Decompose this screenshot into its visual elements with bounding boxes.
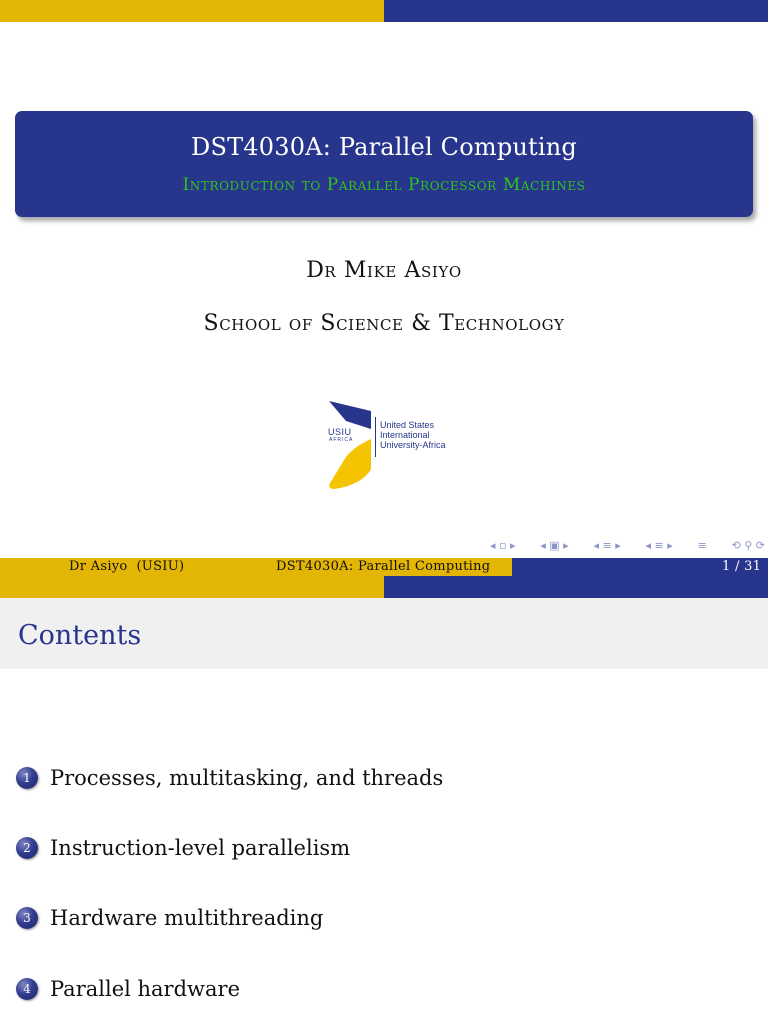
footer-blue-bottom <box>384 576 768 598</box>
nav-subsection-icon[interactable]: ◂ ≡ ▸ <box>593 538 621 552</box>
toc-item-label: Parallel hardware <box>50 977 241 1001</box>
school-name: School of Science & Technology <box>203 311 565 336</box>
logo-divider <box>375 417 376 457</box>
footer-page-number: 1 / 31 <box>722 559 762 574</box>
toc-number-badge: 2 <box>16 837 38 859</box>
nav-search-icon[interactable]: ⟲ ⚲ ⟳ <box>731 538 765 552</box>
navigation-symbols <box>490 537 765 553</box>
logo-name-1: United States <box>380 420 435 430</box>
footer-bar <box>0 558 768 598</box>
logo-region: AFRICA <box>329 437 354 443</box>
toc-item[interactable] <box>16 903 323 933</box>
contents-header <box>0 598 768 669</box>
header-bar-right <box>384 0 768 22</box>
author-name: Dr Mike Asiyo <box>306 258 462 283</box>
toc-number-badge: 4 <box>16 978 38 1000</box>
logo-name-3: University-Africa <box>380 440 446 450</box>
nav-frame-icon[interactable]: ◂ ▣ ▸ <box>540 538 569 552</box>
nav-section-icon[interactable]: ◂ ≡ ▸ <box>645 538 673 552</box>
header-bar-left <box>0 0 384 22</box>
toc-item-label: Instruction-level parallelism <box>50 836 351 860</box>
toc-item-label: Processes, multitasking, and threads <box>50 766 444 790</box>
toc-item[interactable] <box>16 974 240 1004</box>
toc-item[interactable] <box>16 833 350 863</box>
usiu-logo-mark <box>326 399 374 491</box>
nav-align-icon[interactable]: ≡ <box>697 538 707 552</box>
toc-item-label: Hardware multithreading <box>50 906 324 930</box>
title-box <box>15 111 753 217</box>
footer-author: Dr Asiyo (USIU) <box>69 559 185 574</box>
logo-acronym: USIU <box>328 427 352 437</box>
toc-item[interactable] <box>16 763 443 793</box>
footer-short-title: DST4030A: Parallel Computing <box>276 559 491 574</box>
toc-number-badge: 3 <box>16 907 38 929</box>
usiu-logo <box>326 399 451 491</box>
toc-number-badge: 1 <box>16 767 38 789</box>
slide-subtitle: Introduction to Parallel Processor Machines <box>182 175 586 195</box>
slide-title: DST4030A: Parallel Computing <box>191 133 577 161</box>
nav-prev-icon[interactable]: ◂ ▫ ▸ <box>490 538 516 552</box>
contents-title: Contents <box>18 620 142 651</box>
logo-name-2: International <box>380 430 430 440</box>
